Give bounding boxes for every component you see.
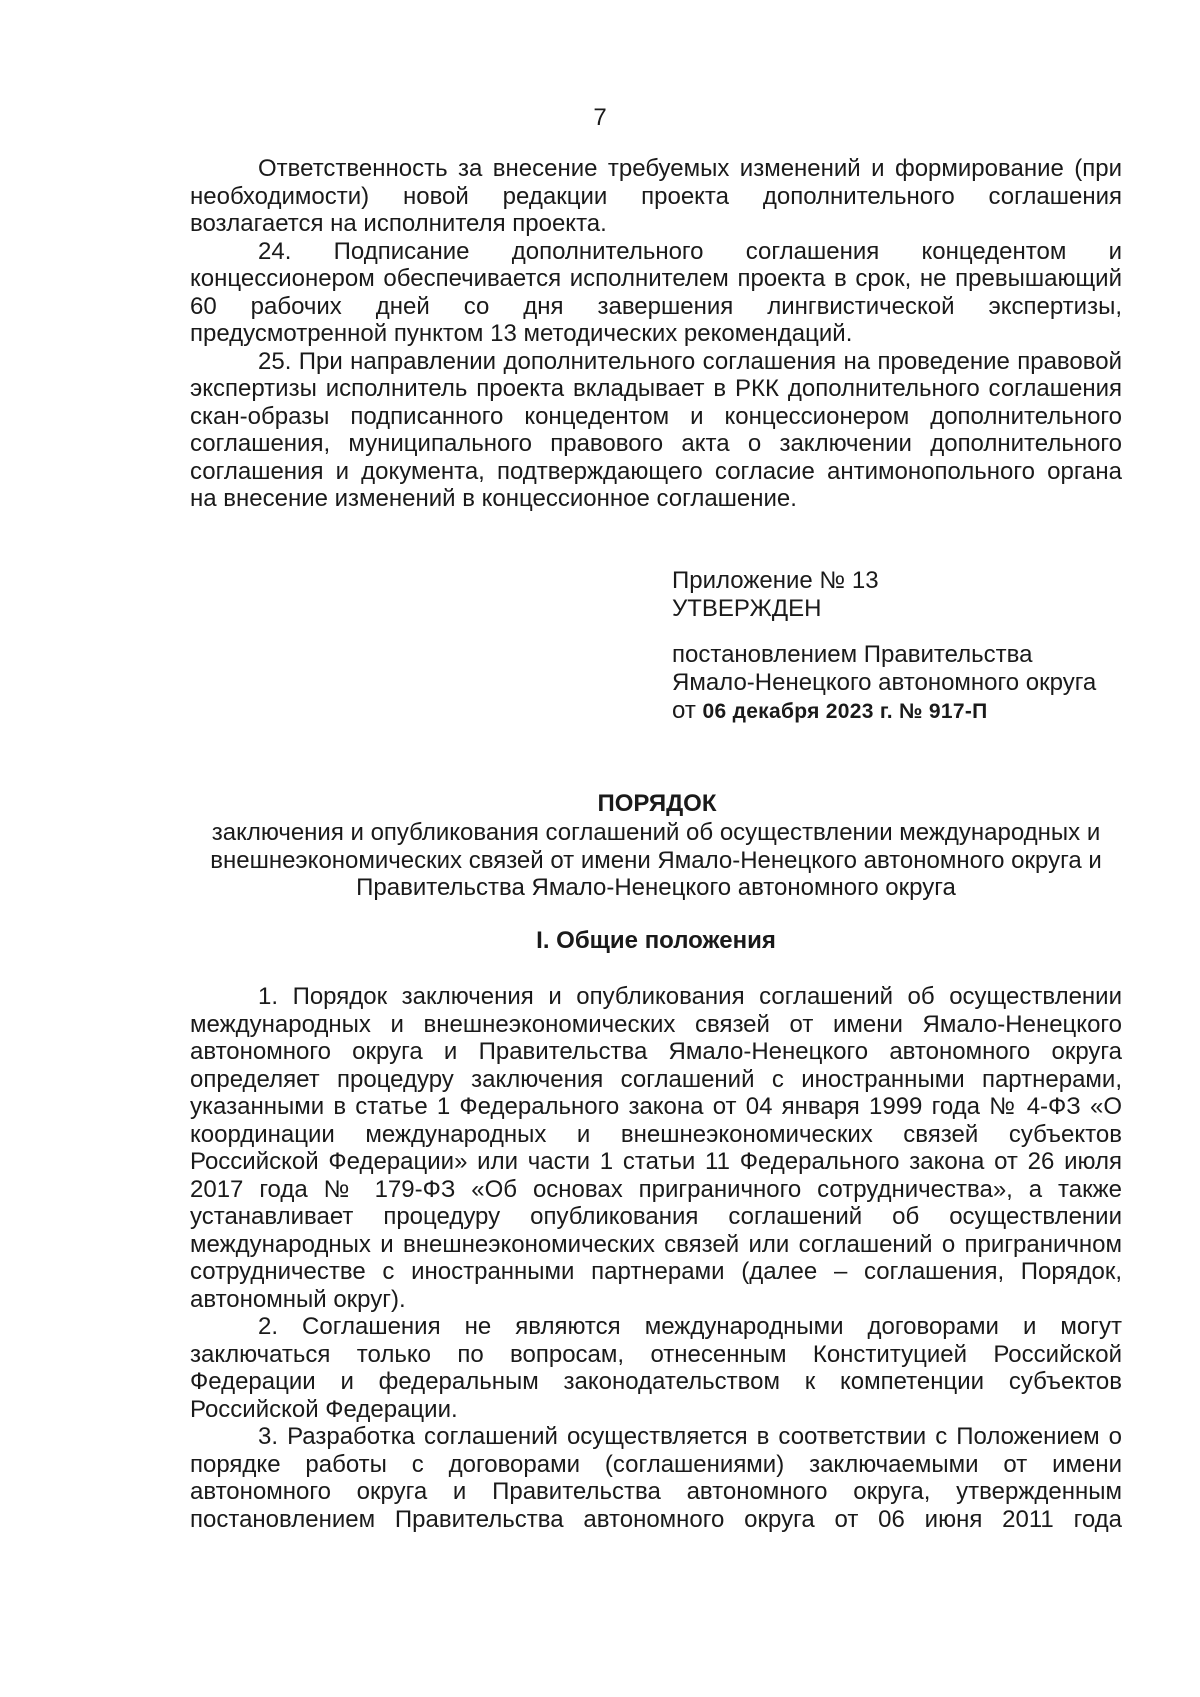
document-title: ПОРЯДОК [597, 790, 717, 817]
approval-line-1: постановлением Правительства [672, 641, 1033, 668]
paragraph-1: 1. Порядок заключения и опубликования соглашений об осуществлении международных и внешнеэкономических связей от имени Ямало-Ненецкого автономного округа и Правительства Ямало-Ненецкого автономного округа определяет процедуру заключения соглашений с иностранными партнерами, указанными в статье 1 Федерального закона от 04 января 1999 года № 4-ФЗ «О координации международных и внешнеэкономических связей субъектов Российской Федерации» или части 1 статьи 11 Федерального закона от 26 июля 2017 года № 179-ФЗ «Об основах приграничного сотрудничества», а также устанавливает процедуру опубликования соглашений об осуществлении международных и внешнеэкономических связей или соглашений о приграничном сотрудничестве с иностранными партнерами (далее – соглашения, Порядок, автономный округ). [190, 983, 1122, 1313]
page-number: 7 [593, 104, 607, 131]
section-text-block [190, 983, 1122, 1533]
top-text-block [190, 155, 1122, 513]
paragraph-responsibility: Ответственность за внесение требуемых изменений и формирование (при необходимости) новой редакции проекта дополнительного соглашения возлагается на исполнителя проекта. [190, 155, 1122, 237]
document-subtitle: заключения и опубликования соглашений об осуществлении международных и внешнеэкономических связей от имени Ямало-Ненецкого автономного округа и Правительства Ямало-Ненецкого автономного округа [210, 819, 1102, 901]
approval-line-2: Ямало-Ненецкого автономного округа [672, 669, 1097, 696]
approved-label: УТВЕРЖДЕН [672, 595, 822, 622]
approval-date-prefix: от [672, 697, 696, 724]
paragraph-2: 2. Соглашения не являются международными договорами и могут заключаться только по вопросам, отнесенным Конституцией Российской Федерации и федеральным законодательством к компетенции субъектов Российской Федерации. [190, 1313, 1122, 1423]
paragraph-3: 3. Разработка соглашений осуществляется в соответствии с Положением о порядке работы с договорами (соглашениями) заключаемыми от имени автономного округа и Правительства автономного округа, утвержденным постановлением Правительства автономного округа от 06 июня 2011 года [190, 1423, 1122, 1533]
paragraph-24: 24. Подписание дополнительного соглашения концедентом и концессионером обеспечивается исполнителем проекта в срок, не превышающий 60 рабочих дней со дня завершения лингвистической экспертизы, предусмотренной пунктом 13 методических рекомендаций. [190, 237, 1122, 347]
approval-date-value: 06 декабря 2023 г. № 917-П [702, 700, 988, 723]
section-heading: I. Общие положения [536, 927, 776, 954]
paragraph-25: 25. При направлении дополнительного соглашения на проведение правовой экспертизы исполнитель проекта вкладывает в РКК дополнительного соглашения скан-образы подписанного концедентом и концессионером дополнительного соглашения, муниципального правового акта о заключении дополнительного соглашения и документа, подтверждающего согласие антимонопольного органа на внесение изменений в концессионное соглашение. [190, 347, 1122, 512]
approval-block [672, 567, 1142, 726]
approval-date-line [672, 697, 1142, 726]
appendix-label: Приложение № 13 [672, 567, 879, 594]
